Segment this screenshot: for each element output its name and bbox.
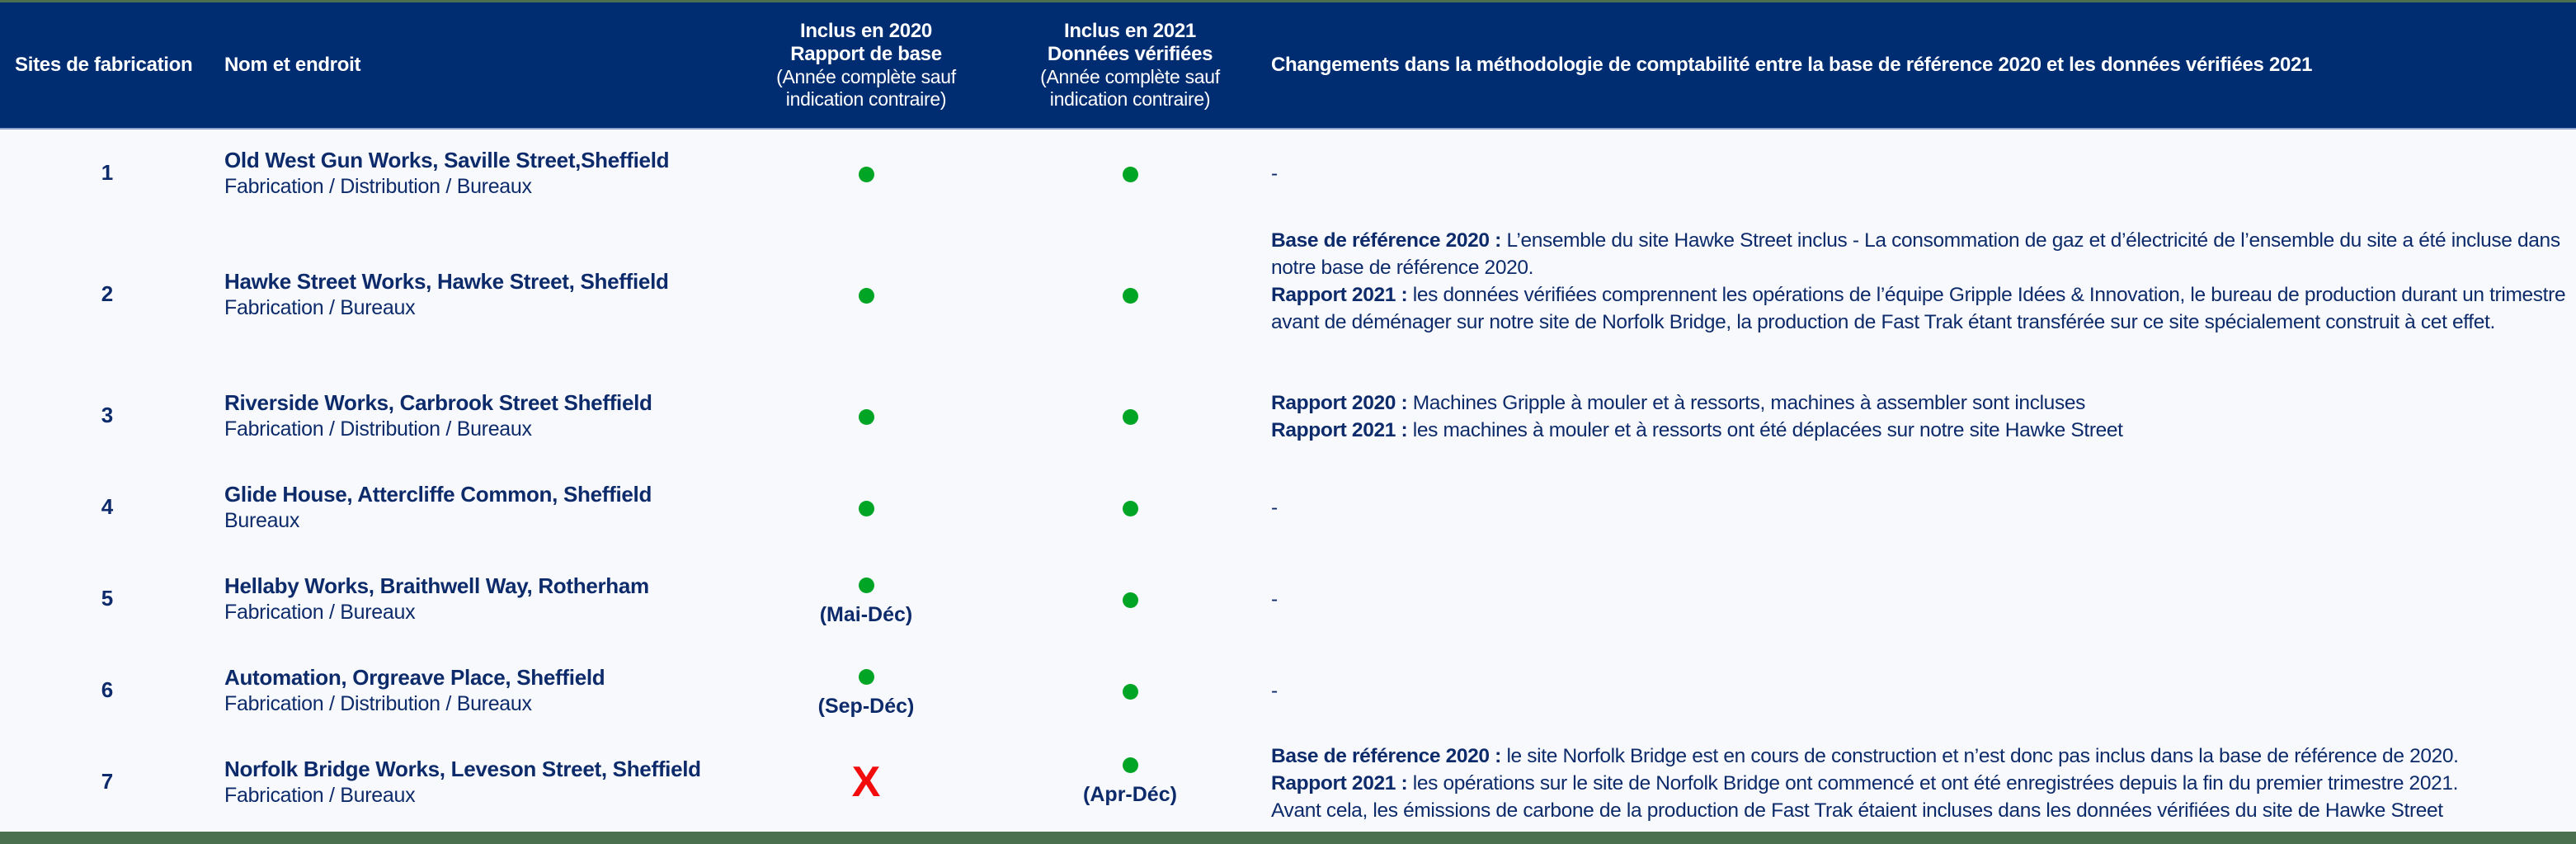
site-number: 4 xyxy=(101,494,114,519)
site-number: 7 xyxy=(101,769,114,794)
change-label: Rapport 2021 : xyxy=(1271,772,1408,794)
site-activities: Fabrication / Distribution / Bureaux xyxy=(224,175,532,198)
change-label: Rapport 2021 : xyxy=(1271,419,1408,441)
included-dot-icon xyxy=(1123,592,1138,608)
site-activities: Fabrication / Distribution / Bureaux xyxy=(224,692,532,715)
period-label: (Mai-Déc) xyxy=(819,603,913,626)
change-text: L’ensemble du site Hawke Street inclus - La consommation de gaz et d’électricité de l’ensemble du site a été incluse dans notre base de référence 2020. xyxy=(1271,229,2560,279)
included-dot-icon xyxy=(1123,757,1138,773)
site-name: Hellaby Works, Braithwell Way, Rotherham xyxy=(224,573,649,598)
period-label: (Apr-Déc) xyxy=(1083,783,1177,806)
header-2020-line2: Rapport de base xyxy=(790,43,942,65)
site-name: Glide House, Attercliffe Common, Sheffield xyxy=(224,482,652,507)
change-text: les machines à mouler et à ressorts ont été déplacées sur notre site Hawke Street xyxy=(1407,419,2123,441)
site-activities: Fabrication / Bureaux xyxy=(224,601,416,624)
included-dot-icon xyxy=(859,501,874,516)
included-dot-icon xyxy=(859,288,874,304)
change-text: - xyxy=(1271,163,1278,185)
site-activities: Fabrication / Bureaux xyxy=(224,296,416,319)
header-included-2021 xyxy=(1006,2,1254,128)
change-text: Machines Gripple à mouler et à ressorts, machines à assembler sont incluses xyxy=(1407,392,2086,414)
change-label: Rapport 2021 : xyxy=(1271,284,1408,306)
included-dot-icon xyxy=(1123,501,1138,516)
site-name: Riverside Works, Carbrook Street Sheffield xyxy=(224,390,652,415)
site-name: Norfolk Bridge Works, Leveson Street, Sheffield xyxy=(224,757,701,781)
table-header xyxy=(0,2,2576,130)
included-dot-icon xyxy=(859,409,874,425)
change-text: - xyxy=(1271,497,1278,519)
site-number: 2 xyxy=(101,281,114,306)
site-activities: Fabrication / Bureaux xyxy=(224,784,416,807)
change-text: Avant cela, les émissions de carbone de la production de Fast Trak étaient incluses dans les données vérifiées du site de Hawke Street xyxy=(1271,799,2443,822)
bottom-accent-band xyxy=(0,832,2576,844)
included-dot-icon xyxy=(1123,409,1138,425)
period-label: (Sep-Déc) xyxy=(817,695,915,718)
change-text: - xyxy=(1271,680,1278,702)
change-text: les opérations sur le site de Norfolk Bridge ont commencé et ont été enregistrées depuis la fin du premier trimestre 2021. xyxy=(1407,772,2459,794)
header-2021-line2: Données vérifiées xyxy=(1047,43,1213,65)
change-text: le site Norfolk Bridge est en cours de construction et n’est donc pas inclus dans la base de référence de 2020. xyxy=(1500,745,2459,767)
change-label: Rapport 2020 : xyxy=(1271,392,1408,414)
included-dot-icon xyxy=(1123,167,1138,182)
header-included-2020 xyxy=(742,2,990,128)
site-name: Hawke Street Works, Hawke Street, Sheffield xyxy=(224,269,669,294)
site-number: 5 xyxy=(101,586,114,611)
included-dot-icon xyxy=(1123,684,1138,700)
header-2021-line3: (Année complète sauf xyxy=(1040,66,1220,87)
header-2020-line4: indication contraire) xyxy=(785,88,947,110)
included-dot-icon xyxy=(1123,288,1138,304)
site-activities: Fabrication / Distribution / Bureaux xyxy=(224,417,532,441)
header-2020-line3: (Année complète sauf xyxy=(776,66,956,87)
header-methodology-changes: Changements dans la méthodologie de comptabilité entre la base de référence 2020 et les données vérifiées 2021 xyxy=(1271,54,2313,76)
included-dot-icon xyxy=(859,669,874,685)
site-activities: Bureaux xyxy=(224,509,300,532)
header-2021-line4: indication contraire) xyxy=(1049,88,1211,110)
change-label: Base de référence 2020 : xyxy=(1271,229,1501,252)
included-dot-icon xyxy=(859,167,874,182)
site-name: Automation, Orgreave Place, Sheffield xyxy=(224,665,605,690)
site-number: 6 xyxy=(101,677,114,702)
change-text: les données vérifiées comprennent les opérations de l’équipe Gripple Idées & Innovation, le bureau de production durant un trimestre avant de déménager sur notre site de Norfolk Bridge, la production de Fast Trak étant transférée sur ce site spécialement construit à cet effet. xyxy=(1271,284,2566,333)
site-name: Old West Gun Works, Saville Street,Sheffield xyxy=(224,148,670,172)
header-2020-line1: Inclus en 2020 xyxy=(800,20,932,42)
site-number: 1 xyxy=(101,160,114,185)
excluded-x-icon: X xyxy=(851,758,881,806)
header-2021-line1: Inclus en 2021 xyxy=(1064,20,1196,42)
header-name-location: Nom et endroit xyxy=(224,54,361,76)
header-sites: Sites de fabrication xyxy=(15,54,193,76)
included-dot-icon xyxy=(859,578,874,593)
change-label: Base de référence 2020 : xyxy=(1271,745,1501,767)
change-text: - xyxy=(1271,588,1278,611)
site-number: 3 xyxy=(101,403,114,427)
